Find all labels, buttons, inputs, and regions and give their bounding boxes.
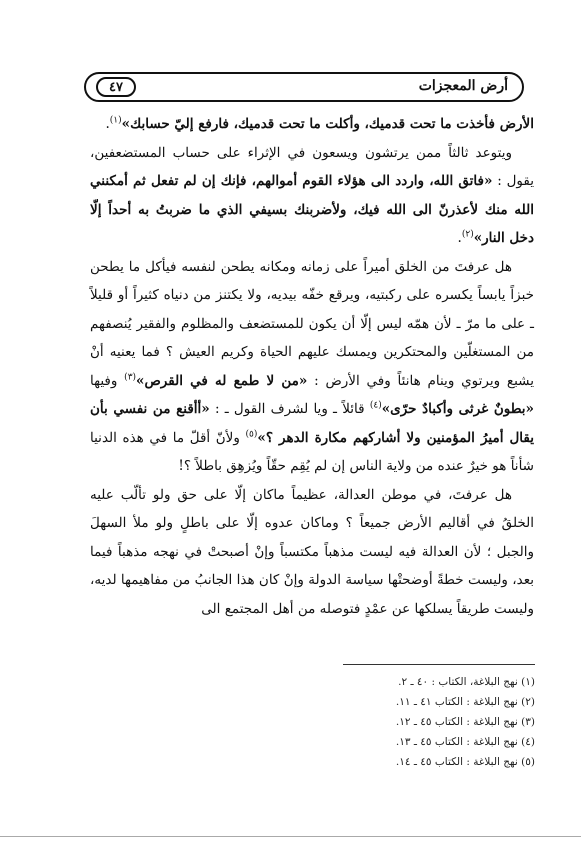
page-bottom-line [0,836,581,837]
text: . [105,116,110,132]
footnotes [335,672,535,772]
paragraph-4 [90,481,534,624]
paragraph-2 [90,139,534,253]
text: قائلاً ـ ويا لشرف القول ـ : [214,401,370,417]
footnote: (٢) نهج البلاغة : الكتاب ٤١ ـ ١١. [395,696,535,708]
footnote-ref: (١) [109,115,122,126]
paragraph-1 [90,110,534,139]
text: ولأنّ أقلّ ما في هذه الدنيا شأناً هو خيرٌ عنده من ولاية الناس إن لم يُقِم حقّاً ويُزهِق باطلاً ؟! [90,429,534,474]
text: هل عرفتَ من الخلق أميراً على زمانه ومكانه يطحن لنفسه فيأكل ما يطحن خبزاً يابساً يكسره على ركبتيه، ويرقع خفّه بيديه، ولا يكتنز من دنياه كثيراً أو قليلاً ـ على ما مرّ ـ لأن همّه ليس إلّا أن يكون للمستضعف والمظلوم والفقير يُنصفهم من المستغلّين والمحتكرين ويمسك عليهم الحياة وكريم العيش ؟ فما يعنيه أنْ يشبع ويرتوي وينام هانئاً وفي الأرض : [90,258,534,389]
footnote-ref: (٤) [369,400,382,411]
paragraph-3 [90,253,534,481]
main-text [90,110,534,623]
footnote: (٣) نهج البلاغة : الكتاب ٤٥ ـ ١٢. [395,716,535,728]
text: وفيها [90,372,125,389]
page-header [84,72,524,102]
footnote-ref: (٥) [245,429,258,439]
page-number: ٤٧ [96,77,136,97]
running-title: أرض المعجزات [418,78,508,94]
footnote-ref: (٣) [124,372,137,382]
footnote-ref: (٢) [461,229,474,240]
footnote-divider [343,664,535,665]
quote: «بطونٌ غرثى وأكبادٌ حرّى» [381,401,534,417]
quote: «من لا طمع له في القرص» [136,372,308,389]
quote: الأرض فأخذت ما تحت قدميك، وأكلت ما تحت قدميك، فارفع إليّ حسابك» [121,116,534,132]
text: ويتوعد ثالثاً ممن يرتشون ويسعون في الإثراء على حساب المستضعفين، يقول : [90,144,534,189]
footnote: (١) نهج البلاغة، الكتاب : ٤٠ ـ ٢. [398,676,535,688]
footnote: (٤) نهج البلاغة : الكتاب ٤٥ ـ ١٣. [395,736,535,748]
footnote: (٥) نهج البلاغة : الكتاب ٤٥ ـ ١٤. [395,756,535,768]
text: هل عرفتَ، في موطن العدالة، عظيماً ماكان إلّا على حق ولو تألّب عليه الخلقُ في أقاليم الأرض جميعاً ؟ وماكان عدوه إلّا على باطلٍ ولو ملأ السهلَ والجبل ؛ لأن العدالة فيه ليست مذهباً مكتسباً وإنْ أصبحتْ في نهجه مذهباً فيما بعد، وليست خطةً أوضحتْها سياسة الدولة وإنْ كان هذا الجانبُ من مفاهيمها لديه، وليست طريقاً يسلكها عن عمْدٍ فتوصله من أهل المجتمع الى [90,486,534,617]
quote: «أأقنع من نفسي بأن يقال أميرُ المؤمنين ولا أشاركهم مكارة الدهر ؟» [90,401,534,446]
quote: «فاتق الله، واردد الى هؤلاء القوم أموالهم، فإنك إن لم تفعل ثم أمكنني الله منك لأعذرنّ الى الله فيك، ولأضربنك بسيفي الذي ما ضربتُ به أحداً إلّا دخل النار» [90,173,534,246]
text: . [457,230,462,246]
